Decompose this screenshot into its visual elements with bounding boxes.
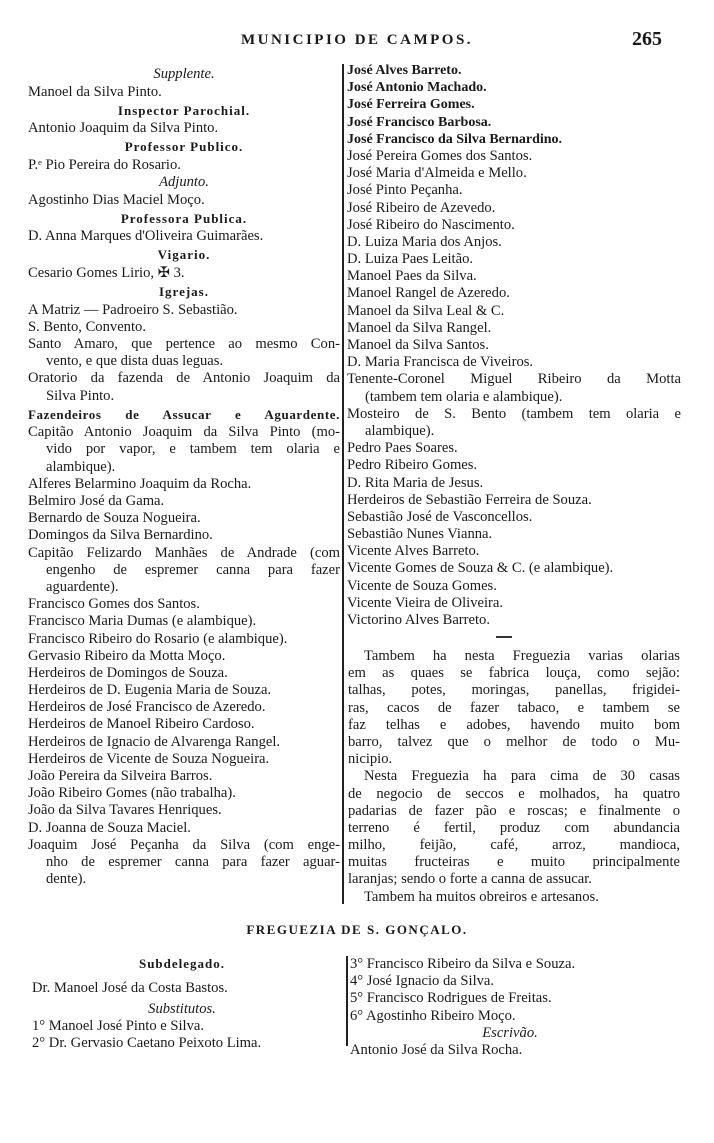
paragraph-line: milho, feijão, café, arroz, mandioca, [348,837,680,854]
list-item: Herdeiros de D. Eugenia Maria de Souza. [28,682,272,699]
list-item: José Ribeiro de Azevedo. [347,199,496,216]
list-item: Silva Pinto. [46,387,115,404]
list-item: D. Anna Marques d'Oliveira Guimarães. [28,228,264,245]
subheading: Supplente. [153,66,215,82]
list-item: João Ribeiro Gomes (não trabalha). [28,785,236,802]
list-item: Herdeiros de Sebastião Ferreira de Souza. [347,491,592,508]
list-item: Vicente de Souza Gomes. [347,577,497,594]
list-item: Mosteiro de S. Bento (tambem tem olaria e [347,405,681,422]
list-item: Francisco Ribeiro do Rosario (e alambique). [28,630,288,647]
paragraph-line: laranjas; sendo o forte a canna de assucar. [348,871,592,888]
paragraph-line: barro, talvez que o melhor de todo o Mu- [348,733,680,750]
list-item: Gervasio Ribeiro da Motta Moço. [28,647,226,664]
list-item: José Francisco da Silva Bernardino. [347,131,563,147]
list-item: vento, e que dista duas leguas. [46,353,224,370]
section-heading: Inspector Parochial. [117,102,251,118]
list-item: D. Luiza Maria dos Anjos. [347,233,502,250]
list-item: Pedro Paes Soares. [347,440,458,457]
paragraph-line: Tambem ha muitos obreiros e artesanos. [364,888,599,905]
paragraph-line: talhas, potes, moringas, panellas, frigidei- [348,682,680,699]
list-item: alambique). [365,422,435,439]
column-divider [342,64,344,904]
list-item: Sebastião Nunes Vianna. [347,526,493,543]
list-item: Bernardo de Souza Nogueira. [28,510,201,527]
separator-dash [496,636,512,638]
list-item: Manoel da Silva Pinto. [28,83,162,100]
list-item: Capitão Felizardo Manhães de Andrade (com [28,544,340,561]
list-item: dente). [46,871,87,888]
page-header-title: MUNICIPIO DE CAMPOS. [240,32,474,48]
list-item: engenho de espremer canna para fazer [46,561,340,578]
list-item: Antonio Joaquim da Silva Pinto. [28,120,219,137]
paragraph-line: faz telhas e adobes, havendo muito bom [348,716,680,733]
list-item: João Pereira da Silveira Barros. [28,768,213,784]
list-item: Manoel Paes da Silva. [347,268,477,285]
subheading: Escrivão. [482,1024,538,1041]
list-item: José Ribeiro do Nascimento. [347,216,515,233]
list-item: aguardente). [46,578,119,595]
paragraph-line: em as quaes se fabrica louça, como sejão: [348,665,680,682]
paragraph-line: nicipio. [348,751,393,768]
list-item: José Pinto Peçanha. [347,182,463,199]
list-item: Francisco Maria Dumas (e alambique). [28,613,257,630]
list-item: Manoel da Silva Rangel. [347,319,492,336]
list-item: Cesario Gomes Lirio, ✠ 3. [28,264,185,281]
list-item: Manoel da Silva Santos. [347,337,489,353]
section-heading: Professora Publica. [120,210,248,226]
list-item: D. Maria Francisca de Viveiros. [347,354,534,371]
list-item: Vicente Gomes de Souza & C. (e alambique). [347,560,614,577]
list-item: P.ᵉ Pio Pereira do Rosario. [28,156,181,173]
section-heading: Subdelegado. [138,956,226,971]
list-item: Herdeiros de José Francisco de Azeredo. [28,699,266,716]
paragraph-line: Tambem ha nesta Freguezia varias olarias [364,648,680,664]
list-item: José Antonio Machado. [347,80,487,96]
list-item: João da Silva Tavares Henriques. [28,802,222,819]
list-item: Victorino Alves Barreto. [347,612,491,628]
subheading: Substitutos. [148,1000,216,1017]
section2-right-column [350,956,670,1059]
list-item: Vicente Vieira de Oliveira. [347,594,504,611]
list-item: 2° Dr. Gervasio Caetano Peixoto Lima. [32,1035,262,1052]
list-item: Manoel da Silva Leal & C. [347,302,505,319]
list-item: Tenente-Coronel Miguel Ribeiro da Motta [347,371,681,388]
section-heading: Fazendeiros de Assucar e Aguardente. [28,406,340,422]
list-item: Herdeiros de Ignacio de Alvarenga Rangel. [28,733,281,750]
list-item: Santo Amaro, que pertence ao mesmo Con- [28,336,340,352]
section-title: FREGUEZIA DE S. GONÇALO. [246,922,468,937]
right-column [347,62,681,629]
list-item: Antonio José da Silva Rocha. [350,1042,523,1059]
list-item: Francisco Gomes dos Santos. [28,596,200,613]
paragraph-line: Nesta Freguezia ha para cima de 30 casas [364,768,680,785]
list-item: José Maria d'Almeida e Mello. [347,165,527,182]
list-item: Herdeiros de Manoel Ribeiro Cardoso. [28,716,255,733]
list-item: D. Joanna de Souza Maciel. [28,819,191,836]
subheading: Adjunto. [159,174,209,191]
paragraph-line: ras, cacos de fazer tabaco, e tambem se [348,699,680,716]
list-item: Dr. Manoel José da Costa Bastos. [32,979,228,996]
list-item: Agostinho Dias Maciel Moço. [28,191,205,208]
list-item: alambique). [46,458,116,475]
list-item: Domingos da Silva Bernardino. [28,527,213,544]
section-heading: Vigario. [157,247,211,263]
list-item: José Francisco Barbosa. [347,114,492,130]
list-item: Capitão Antonio Joaquim da Silva Pinto (mo- [28,424,340,441]
list-item: A Matriz — Padroeiro S. Sebastião. [28,301,238,318]
list-item: 4° José Ignacio da Silva. [350,973,495,990]
section2-left-column [32,954,332,1053]
list-item: 1° Manoel José Pinto e Silva. [32,1018,205,1035]
list-item: (tambem tem olaria e alambique). [365,388,563,405]
list-item: 5° Francisco Rodrigues de Freitas. [350,990,552,1007]
list-item: D. Luiza Paes Leitão. [347,251,474,268]
paragraph-block [348,648,680,906]
list-item: Oratorio da fazenda de Antonio Joaquim da [28,370,340,387]
left-column [28,66,340,888]
list-item: 6° Agostinho Ribeiro Moço. [350,1007,516,1024]
list-item: José Alves Barreto. [347,63,462,78]
section-heading: Igrejas. [158,284,209,300]
list-item: Alferes Belarmino Joaquim da Rocha. [28,475,252,492]
list-item: José Pereira Gomes dos Santos. [347,147,533,164]
list-item: José Ferreira Gomes. [347,97,475,113]
paragraph-line: de negocio de seccos e molhados, ha quatro [348,785,680,802]
list-item: Vicente Alves Barreto. [347,543,480,560]
list-item: Belmiro José da Gama. [28,493,165,509]
list-item: Manoel Rangel de Azeredo. [347,285,510,302]
list-item: nho de espremer canna para fazer aguar- [46,853,340,870]
section2-divider [346,956,348,1046]
paragraph-line: muitas fructeiras e muito principalmente [348,854,680,871]
page-number: 265 [632,28,662,50]
list-item: 3° Francisco Ribeiro da Silva e Souza. [350,956,576,972]
list-item: S. Bento, Convento. [28,318,146,335]
list-item: Joaquim José Peçanha da Silva (com enge- [28,836,340,853]
list-item: vido por vapor, e tambem tem olaria e [46,441,340,458]
list-item: Pedro Ribeiro Gomes. [347,457,478,474]
list-item: Herdeiros de Vicente de Souza Nogueira. [28,750,270,767]
list-item: D. Rita Maria de Jesus. [347,474,484,491]
paragraph-line: padarias de fazer pão e roscas; e finalmente o [348,802,680,819]
paragraph-line: terreno é fertil, produz com abundancia [348,819,680,836]
section-heading: Professor Publico. [124,139,244,155]
list-item: Herdeiros de Domingos de Souza. [28,664,228,681]
list-item: Sebastião José de Vasconcellos. [347,508,533,525]
